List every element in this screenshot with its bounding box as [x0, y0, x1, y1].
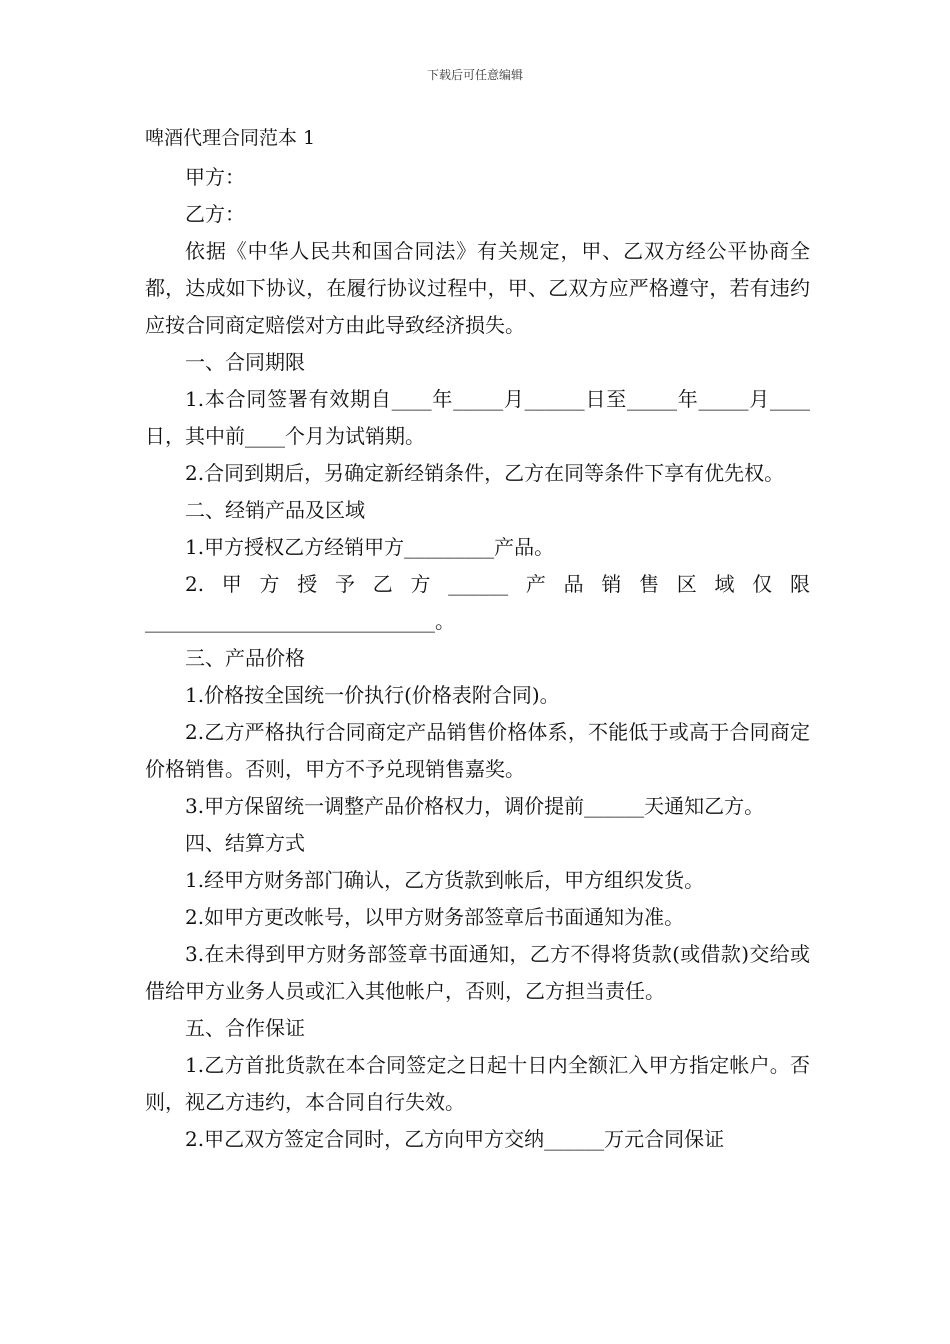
clause-paragraph: 2.如甲方更改帐号，以甲方财务部签章后书面通知为准。	[185, 905, 685, 929]
clause-paragraph: 1.本合同签署有效期自____年_____月______日至_____年_____月____日，其中前____个月为试销期。	[145, 387, 810, 448]
preamble-paragraph: 依据《中华人民共和国合同法》有关规定，甲、乙双方经公平协商全都，达成如下协议，在履行协议过程中，甲、乙双方应严格遵守，若有违约应按合同商定赔偿对方由此导致经济损失。	[145, 239, 810, 337]
clause-paragraph: 3.甲方保留统一调整产品价格权力，调价提前______天通知乙方。	[185, 794, 765, 818]
clause-paragraph: 1.经甲方财务部门确认，乙方货款到帐后，甲方组织发货。	[185, 868, 705, 892]
clause-paragraph: 2.乙方严格执行合同商定产品销售价格体系，不能低于或高于合同商定价格销售。否则，甲方不予兑现销售嘉奖。	[145, 720, 810, 781]
clause-paragraph: 3.在未得到甲方财务部签章书面通知，乙方不得将货款(或借款)交给或借给甲方业务人员或汇入其他帐户，否则，乙方担当责任。	[145, 942, 810, 1003]
document-title: 啤酒代理合同范本 1	[145, 127, 316, 149]
clause-paragraph: 2.甲乙双方签定合同时，乙方向甲方交纳______万元合同保证	[185, 1127, 725, 1151]
section-heading-products: 二、经销产品及区域	[185, 498, 365, 522]
clause-paragraph: 1.甲方授权乙方经销甲方_________产品。	[185, 535, 555, 559]
page-header: 下载后可任意编辑	[426, 68, 523, 82]
section-heading-price: 三、产品价格	[185, 646, 305, 670]
party-b-line: 乙方：	[185, 202, 245, 226]
section-heading-guarantee: 五、合作保证	[185, 1016, 305, 1040]
clause-paragraph: 1.乙方首批货款在本合同签定之日起十日内全额汇入甲方指定帐户。否则，视乙方违约，本合同自行失效。	[145, 1053, 810, 1114]
party-a-line: 甲方：	[185, 165, 245, 189]
clause-paragraph: 1.价格按全国统一价执行(价格表附合同)。	[185, 683, 560, 707]
clause-paragraph: 2.甲方授予乙方______产品销售区域仅限_____________________________。	[145, 572, 810, 633]
document-body	[145, 122, 810, 1158]
clause-paragraph: 2.合同到期后，另确定新经销条件，乙方在同等条件下享有优先权。	[185, 461, 785, 485]
section-heading-settlement: 四、结算方式	[185, 831, 305, 855]
section-heading-term: 一、合同期限	[185, 350, 305, 374]
